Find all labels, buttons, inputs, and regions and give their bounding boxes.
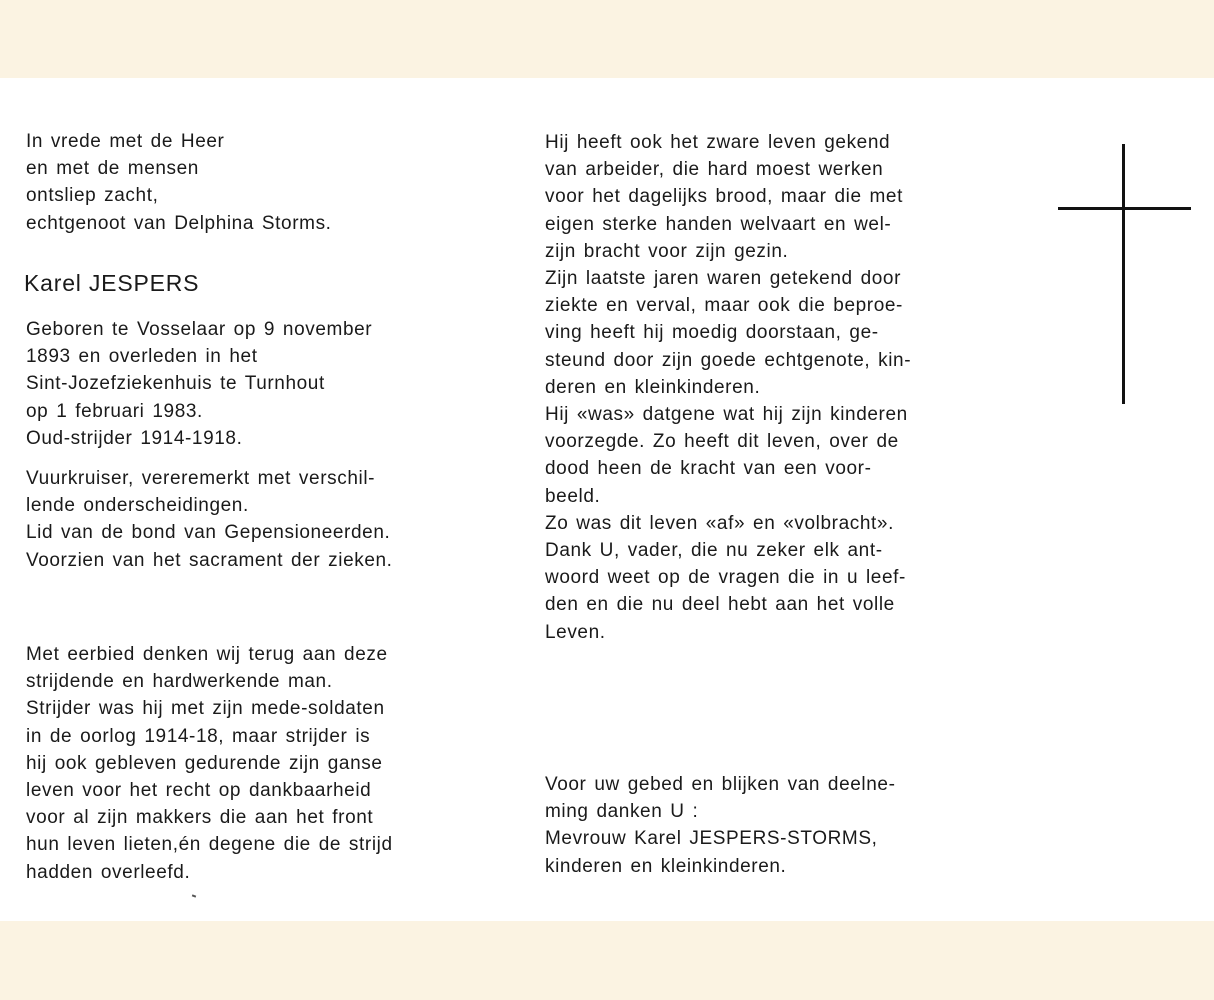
text-line: eigen sterke handen welvaart en wel-	[545, 213, 892, 235]
text-line: Lid van de bond van Gepensioneerden.	[26, 522, 391, 544]
text-line: Sint-Jozefziekenhuis te Turnhout	[26, 373, 325, 395]
text-line: ving heeft hij moedig doorstaan, ge-	[545, 322, 879, 344]
text-line: ontsliep zacht,	[26, 185, 159, 207]
birth-death-block	[26, 316, 446, 452]
text-line: Hij heeft ook het zware leven gekend	[545, 132, 891, 153]
honors-block	[26, 465, 446, 574]
text-line: voorzegde. Zo heeft dit leven, over de	[545, 431, 899, 453]
tribute-block	[26, 641, 446, 886]
text-line: Oud-strijder 1914-1918.	[26, 427, 243, 449]
text-line: steund door zijn goede echtgenote, kin-	[545, 349, 912, 371]
text-line: voor het dagelijks brood, maar die met	[545, 186, 903, 208]
text-line: ziekte en verval, maar ook die beproe-	[545, 295, 903, 317]
text-line: woord weet op de vragen die in u leef-	[545, 567, 906, 589]
text-line: van arbeider, die hard moest werken	[545, 159, 884, 181]
text-line: hadden overleefd.	[26, 861, 191, 883]
text-line: in de oorlog 1914-18, maar strijder is	[26, 725, 371, 747]
text-line: Dank U, vader, die nu zeker elk ant-	[545, 540, 883, 562]
text-line: lende onderscheidingen.	[26, 495, 249, 517]
text-line: Zijn laatste jaren waren getekend door	[545, 268, 901, 290]
text-line: Strijder was hij met zijn mede-soldaten	[26, 698, 385, 720]
text-line: deren en kleinkinderen.	[545, 376, 761, 398]
cross-vertical-bar	[1122, 144, 1125, 404]
text-line: Zo was dit leven «af» en «volbracht».	[545, 512, 894, 534]
text-line: beeld.	[545, 485, 601, 507]
text-line: Geboren te Vosselaar op 9 november	[26, 319, 373, 340]
text-line: Vuurkruiser, vereremerkt met verschil-	[26, 468, 376, 489]
text-line: 1893 en overleden in het	[26, 346, 258, 368]
text-line: In vrede met de Heer	[26, 131, 225, 152]
text-line: kinderen en kleinkinderen.	[545, 855, 787, 877]
deceased-name: Karel JESPERS	[24, 270, 200, 296]
text-line: strijdende en hardwerkende man.	[26, 671, 333, 693]
text-line: dood heen de kracht van een voor-	[545, 458, 872, 480]
life-block	[545, 129, 945, 646]
name-block	[24, 268, 444, 298]
text-line: hun leven lieten,én degene die de strijd	[26, 834, 393, 856]
text-line: Mevrouw Karel JESPERS-STORMS,	[545, 828, 878, 850]
thanks-block	[545, 771, 945, 880]
text-line: Leven.	[545, 621, 606, 643]
text-line: den en die nu deel hebt aan het volle	[545, 594, 895, 616]
text-line: leven voor het recht op dankbaarheid	[26, 780, 372, 802]
intro-block	[26, 128, 446, 237]
text-line: en met de mensen	[26, 158, 199, 180]
text-line: Hij «was» datgene wat hij zijn kinderen	[545, 404, 908, 426]
text-line: hij ook gebleven gedurende zijn ganse	[26, 752, 383, 774]
text-line: voor al zijn makkers die aan het front	[26, 807, 374, 829]
text-line: echtgenoot van Delphina Storms.	[26, 212, 332, 234]
cross-horizontal-bar	[1058, 207, 1191, 210]
text-line: Voorzien van het sacrament der zieken.	[26, 549, 393, 571]
text-line: Voor uw gebed en blijken van deelne-	[545, 774, 896, 795]
text-line: Met eerbied denken wij terug aan deze	[26, 644, 388, 665]
text-line: zijn bracht voor zijn gezin.	[545, 240, 789, 262]
text-line: ming danken U :	[545, 801, 699, 823]
text-line: op 1 februari 1983.	[26, 400, 203, 422]
